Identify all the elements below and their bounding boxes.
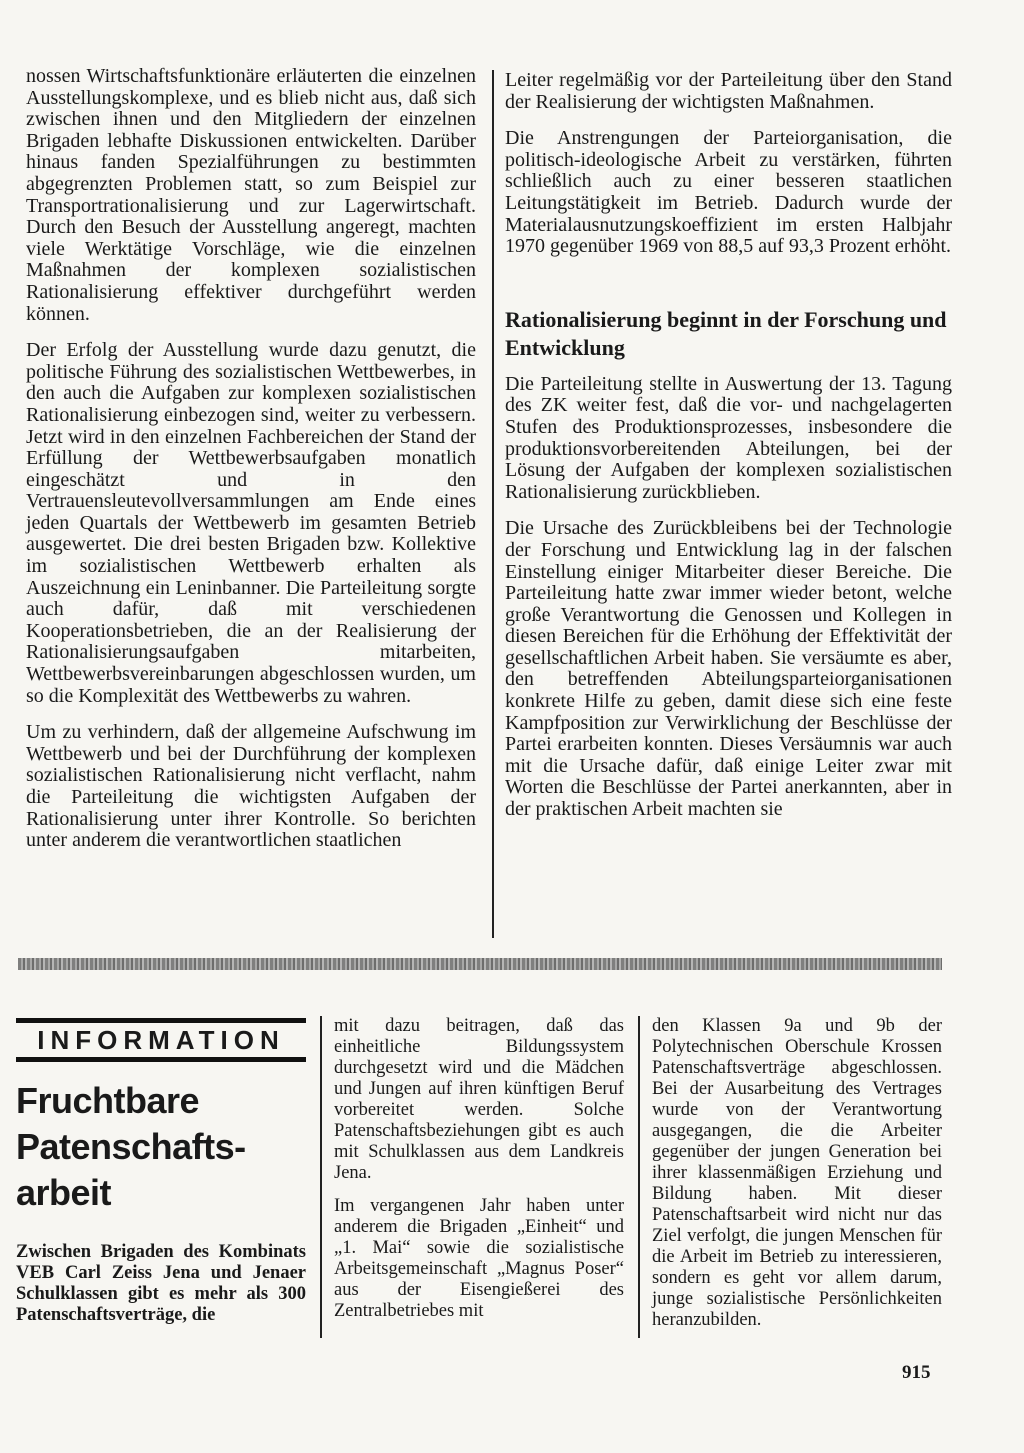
paragraph: Die Parteileitung stellte in Auswertung der 13. Tagung des ZK weiter fest, daß die vor- und nachgelagerten Stufen des Produktionsprozesses, insbesondere die produktionsvorbereitenden Abteilungen, bei der Lösung der Aufgaben der komplexen sozialistischen Rationalisierung zurückblieben. (505, 372, 952, 503)
information-label: INFORMATION (37, 1024, 285, 1055)
info-column-3 (652, 1016, 942, 1343)
article-column-left (26, 66, 476, 867)
info-column-1 (16, 1242, 306, 1338)
paragraph: mit dazu beitragen, daß das einheitliche Bildungssystem durchgesetzt wird und die Mädchen und Jungen auf ihren künftigen Beruf vorbereitet werden. Solche Patenschaftsbeziehungen gibt es auch mit Schulklassen aus dem Landkreis Jena. (334, 1016, 624, 1183)
column-divider (638, 1016, 640, 1338)
section-heading: Rationalisierung beginnt in der Forschung und Entwicklung (505, 306, 947, 360)
headline-line: arbeit (16, 1172, 112, 1213)
headline-line: Patenschafts- (16, 1126, 246, 1167)
headline-line: Fruchtbare (16, 1080, 200, 1121)
paragraph: Um zu verhindern, daß der allgemeine Aufschwung im Wettbewerb und bei der Durchführung der komplexen sozialistischen Rationalisierung nicht verflacht, nahm die Parteileitung die wichtigsten Aufgaben der Rationalisierung unter ihrer Kontrolle. So berichten unter anderem die verantwortlichen staatlichen (26, 721, 476, 852)
paragraph: Im vergangenen Jahr haben unter anderem die Brigaden „Einheit“ und „1. Mai“ sowie die sozialistische Arbeitsgemeinschaft „Magnus Poser“ aus der Eisengießerei des Zentralbetriebes mit (334, 1196, 624, 1321)
info-column-2 (334, 1016, 624, 1334)
paragraph: Zwischen Brigaden des Kombinats VEB Carl Zeiss Jena und Jenaer Schulklassen gibt es mehr als 300 Patenschaftsverträge, die (16, 1242, 306, 1325)
information-label-bar (16, 1018, 306, 1062)
section-divider-rule (18, 958, 942, 970)
column-divider (492, 70, 494, 938)
paragraph: Die Anstrengungen der Parteiorganisation, die politisch-ideologische Arbeit zu verstärken, führten schließlich auch zu einer besseren staatlichen Leitungstätigkeit im Betrieb. Dadurch wurde der Materialausnutzungskoeffizient im ersten Halbjahr 1970 gegenüber 1969 von 88,5 auf 93,3 Prozent erhöht. (505, 127, 952, 258)
article-column-right (505, 70, 952, 836)
paragraph: nossen Wirtschaftsfunktionäre erläuterten die einzelnen Ausstellungskomplexe, und es blieb nicht aus, daß sich zwischen ihnen und den Mitgliedern der einzelnen Brigaden lebhafte Diskussionen entwickelten. Darüber hinaus fanden Spezialführungen zu bestimmten abgegrenzten Problemen statt, so zum Beispiel zur Transportrationalisierung und zur Lagerwirtschaft. Durch den Besuch der Ausstellung angeregt, machten viele Werktätige Vorschläge, wie die einzelnen Maßnahmen der komplexen sozialistischen Rationalisierung effektiver durchgeführt werden können. (26, 65, 476, 325)
paragraph: den Klassen 9a und 9b der Polytechnischen Oberschule Krossen Patenschaftsverträge abgeschlossen. Bei der Ausarbeitung des Vertrages wurde von der Verantwortung ausgegangen, die die Arbeiter gegenüber der jungen Generation bei ihrer klassenmäßigen Erziehung und Bildung haben. Mit dieser Patenschaftsarbeit wird nicht nur das Ziel verfolgt, die jungen Menschen für die Arbeit im Betrieb zu interessieren, sondern es geht vor allem darum, junge sozialistische Persönlichkeiten heranzubilden. (652, 1016, 942, 1330)
column-divider (320, 1016, 322, 1338)
info-headline (16, 1078, 306, 1216)
paragraph: Der Erfolg der Ausstellung wurde dazu genutzt, die politische Führung des sozialistischen Wettbewerbes, in den auch die Aufgaben zur komplexen sozialistischen Rationalisierung einbezogen sind, weiter zu verbessern. Jetzt wird in den einzelnen Fachbereichen der Stand der Erfüllung der Wettbewerbsaufgaben monatlich eingeschätzt und in den Vertrauensleutevollversammlungen am Ende eines jeden Quartals der Wettbewerb im gesamten Betrieb ausgewertet. Die drei besten Brigaden bzw. Kollektive im sozialistischen Wettbewerb erhalten als Auszeichnung ein Leninbanner. Die Parteileitung sorgte auch dafür, daß mit verschiedenen Kooperationsbetrieben, die an der Realisierung der Rationalisierungsaufgaben mitarbeiten, Wettbewerbsvereinbarungen abgeschlossen wurden, um so die Komplexität des Wettbewerbs zu wahren. (26, 339, 476, 707)
paragraph: Leiter regelmäßig vor der Parteileitung über den Stand der Realisierung der wichtigsten Maßnahmen. (505, 69, 952, 113)
paragraph: Die Ursache des Zurückbleibens bei der Technologie der Forschung und Entwicklung lag in der falschen Einstellung einiger Mitarbeiter dieser Bereiche. Die Parteileitung hatte zwar immer wieder betont, welche große Verantwortung die Genossen und Kollegen in diesen Bereichen für die Erhöhung der Effektivität der gesellschaftlichen Arbeit haben. Sie versäumte es aber, den betreffenden Abteilungsparteiorganisationen konkrete Hilfe zu geben, damit diese sich eine feste Kampfposition zur Verwirklichung der Beschlüsse der Partei erarbeiten konnten. Dieses Versäumnis war auch mit die Ursache dafür, daß einige Leiter zwar mit Worten die Beschlüsse der Partei anerkannten, aber in der praktischen Arbeit machten sie (505, 517, 952, 821)
page-number: 915 (902, 1362, 931, 1383)
